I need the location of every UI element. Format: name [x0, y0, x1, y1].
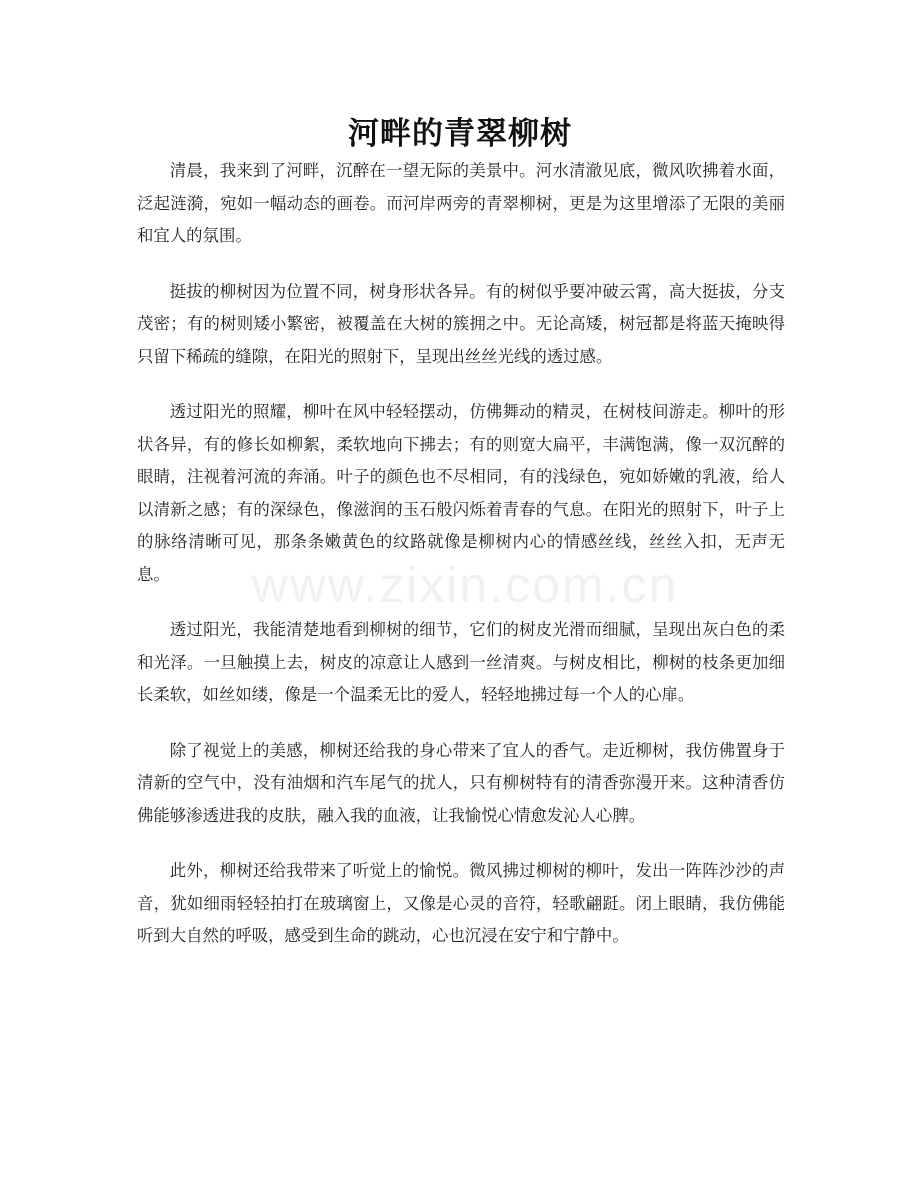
watermark: www.zixin.com.cn [251, 557, 679, 613]
paragraph-3: 透过阳光的照耀，柳叶在风中轻轻摆动，仿佛舞动的精灵，在树枝间游走。柳叶的形状各异，有的修长如柳絮，柔软地向下拂去；有的则宽大扁平，丰满饱满，像一双沉醉的眼睛，注视着河流的奔涌。叶子的颜色也不尽相同，有的浅绿色，宛如娇嫩的乳液，给人以清新之感；有的深绿色，像滋润的玉石般闪烁着青春的气息。在阳光的照射下，叶子上的脉络清晰可见，那条条嫩黄色的纹路就像是柳树内心的情感丝线，丝丝入扣，无声无息。 [137, 402, 785, 584]
paragraph-4: 透过阳光，我能清楚地看到柳树的细节，它们的树皮光滑而细腻，呈现出灰白色的柔和光泽。一旦触摸上去，树皮的凉意让人感到一丝清爽。与树皮相比，柳树的枝条更加细长柔软，如丝如缕，像是一个温柔无比的爱人，轻轻地拂过每一个人的心扉。 [137, 620, 785, 704]
paragraph-1: 清晨，我来到了河畔，沉醉在一望无际的美景中。河水清澈见底，微风吹拂着水面，泛起涟漪，宛如一幅动态的画卷。而河岸两旁的青翠柳树，更是为这里增添了无限的美丽和宜人的氛围。 [137, 161, 785, 245]
paragraph-2: 挺拔的柳树因为位置不同，树身形状各异。有的树似乎要冲破云霄，高大挺拔，分支茂密；有的树则矮小繁密，被覆盖在大树的簇拥之中。无论高矮，树冠都是将蓝天掩映得只留下稀疏的缝隙，在阳光的照射下，呈现出丝丝光线的透过感。 [137, 281, 785, 366]
document-title: 河畔的青翠柳树 [348, 116, 572, 152]
document-body [137, 155, 785, 976]
paragraph-6: 此外，柳树还给我带来了听觉上的愉悦。微风拂过柳树的柳叶，发出一阵阵沙沙的声音，犹如细雨轻轻拍打在玻璃窗上，又像是心灵的音符，轻歌翩跹。闭上眼睛，我仿佛能听到大自然的呼吸，感受到生命的跳动，心也沉浸在安宁和宁静中。 [137, 861, 785, 945]
paragraph-5: 除了视觉上的美感，柳树还给我的身心带来了宜人的香气。走近柳树，我仿佛置身于清新的空气中，没有油烟和汽车尾气的扰人，只有柳树特有的清香弥漫开来。这种清香仿佛能够渗透进我的皮肤，融入我的血液，让我愉悦心情愈发沁人心脾。 [137, 740, 785, 825]
